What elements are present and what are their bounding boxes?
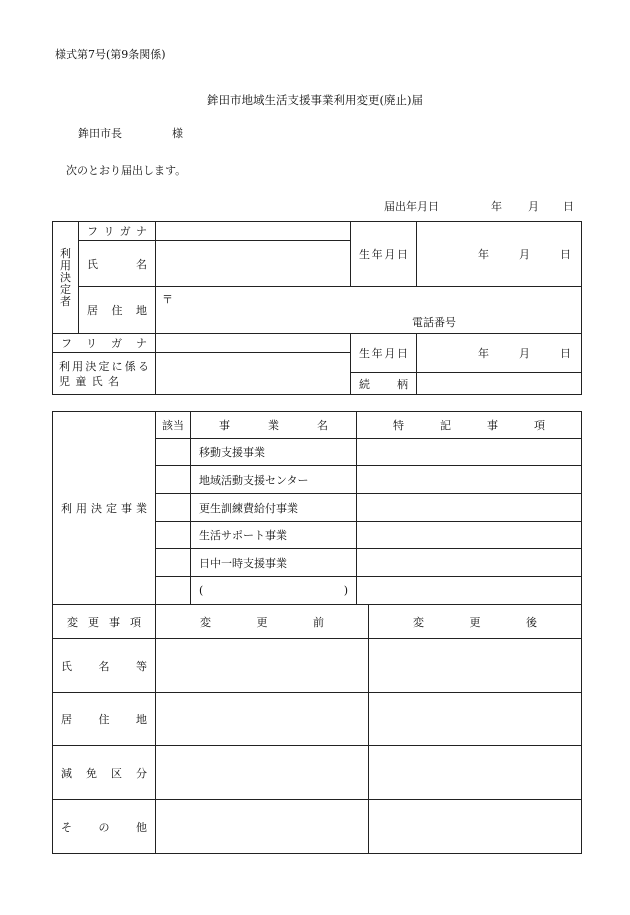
label-char: 定 (98, 359, 110, 373)
change-after-input[interactable] (369, 746, 582, 800)
child-name-label (53, 353, 156, 395)
label-char: 地 (136, 304, 147, 317)
service-notes[interactable] (357, 522, 582, 549)
label-char: 業 (136, 502, 147, 515)
label-char: ナ (136, 337, 147, 350)
applicant-birth-label (351, 222, 417, 287)
relation-input[interactable] (417, 373, 582, 395)
label-char: 居 (61, 713, 72, 726)
applicant-section-label (53, 222, 79, 334)
label-char: ガ (111, 337, 122, 350)
label-char: 地 (136, 713, 147, 726)
label-char: 住 (98, 713, 110, 726)
applicant-birth-year: 年 (478, 248, 489, 261)
service-item: 移動支援事業 (191, 439, 357, 466)
label-char: 業 (268, 419, 279, 432)
applicant-furigana-label (79, 222, 156, 241)
label-char: フ (61, 337, 72, 350)
child-birth-year: 年 (478, 347, 489, 360)
label-char: 項 (534, 419, 545, 432)
intro-text: 次のとおり届出します。 (66, 164, 187, 177)
submit-date-day: 日 (563, 200, 574, 213)
paren-open: ( (199, 584, 204, 597)
label-char: 利 (60, 246, 71, 260)
change-row-label (53, 800, 156, 854)
notes-header (357, 412, 582, 439)
label-char: 前 (313, 615, 324, 629)
label-char: 名 (107, 374, 119, 388)
honorific: 様 (172, 127, 183, 140)
label-char: に (111, 359, 123, 373)
label-char: 事 (121, 502, 132, 515)
service-notes[interactable] (357, 577, 582, 605)
label-char: そ (61, 820, 72, 834)
addressee: 鉾田市長 (78, 127, 122, 140)
applicant-table (52, 221, 582, 395)
label-char: 者 (60, 294, 71, 308)
applicable-header: 該当 (156, 412, 191, 439)
service-notes[interactable] (357, 549, 582, 577)
document-title: 鉾田市地域生活支援事業利用変更(廃止)届 (207, 93, 423, 107)
label-char: 事 (219, 419, 230, 432)
label-char: 後 (526, 615, 537, 629)
label-char: 名 (98, 659, 110, 673)
change-after-input[interactable] (369, 800, 582, 854)
label-char: 項 (130, 615, 141, 629)
change-after-input[interactable] (369, 639, 582, 693)
child-furigana-label (53, 334, 156, 353)
paren-close: ) (343, 584, 348, 597)
applicable-check[interactable] (156, 549, 191, 577)
label-char: リ (86, 337, 97, 350)
label-char: 用 (60, 258, 71, 272)
label-char: 分 (136, 766, 147, 780)
label-char: 年 (371, 347, 383, 360)
label-char: 利 (61, 502, 72, 515)
applicant-birth-day: 日 (560, 248, 571, 261)
label-char: 用 (76, 502, 87, 515)
label-char: リ (103, 225, 115, 238)
before-header (156, 605, 369, 639)
label-char: 定 (106, 502, 117, 515)
label-char: 利 (59, 359, 70, 373)
label-char: 決 (60, 270, 71, 284)
applicable-check[interactable] (156, 577, 191, 605)
label-char: 月 (384, 347, 396, 360)
form-number: 様式第7号(第9条関係) (55, 48, 166, 61)
label-char: 生 (359, 347, 370, 360)
applicant-address-input[interactable] (156, 287, 582, 334)
label-char: 他 (136, 820, 147, 834)
label-char: の (98, 820, 110, 834)
label-char: 更 (88, 615, 99, 629)
service-notes[interactable] (357, 466, 582, 494)
change-item-header (53, 605, 156, 639)
service-item: 日中一時支援事業 (191, 549, 357, 577)
label-char: 決 (91, 502, 102, 515)
label-char: 事 (487, 419, 498, 432)
label-char: 氏 (87, 257, 98, 271)
label-char: 生 (359, 248, 370, 261)
phone-label: 電話番号 (412, 316, 456, 329)
submit-date-label: 届出年月日 (384, 200, 439, 213)
relation-label (351, 373, 417, 395)
label-char: 決 (85, 359, 97, 373)
services-section-label (53, 412, 156, 605)
services-table (52, 411, 582, 605)
applicable-check[interactable] (156, 494, 191, 522)
label-char: 月 (384, 248, 396, 261)
label-char: 続 (359, 377, 370, 391)
label-char: 変 (67, 615, 78, 629)
label-char: 係 (124, 359, 136, 373)
child-birth-label (351, 334, 417, 373)
label-char: 年 (371, 248, 383, 261)
label-char: 童 (75, 374, 87, 388)
label-char: 定 (60, 282, 71, 296)
submit-date-month: 月 (528, 200, 539, 213)
child-furigana-input[interactable] (156, 334, 351, 353)
label-char: フ (87, 225, 98, 238)
applicant-address-label (79, 287, 156, 334)
label-char: 名 (136, 257, 147, 271)
label-char: る (137, 359, 149, 373)
label-char: 記 (440, 419, 451, 432)
label-char: 更 (256, 615, 268, 629)
change-after-input[interactable] (369, 693, 582, 746)
applicant-name-label (79, 241, 156, 287)
applicable-check[interactable] (156, 439, 191, 466)
label-char: 住 (111, 304, 123, 317)
label-char: ガ (119, 225, 131, 238)
change-before-input[interactable] (156, 800, 369, 854)
label-char: 事 (109, 615, 120, 629)
label-char: 氏 (61, 659, 72, 673)
applicable-check[interactable] (156, 466, 191, 494)
service-item: 更生訓練費給付事業 (191, 494, 357, 522)
label-char: 特 (393, 419, 404, 432)
change-before-input[interactable] (156, 746, 369, 800)
applicant-birth-input[interactable] (417, 222, 582, 287)
service-name-header (191, 412, 357, 439)
service-item: 地域活動支援センター (191, 466, 357, 494)
submit-date-year: 年 (491, 200, 502, 213)
change-before-input[interactable] (156, 639, 369, 693)
change-before-input[interactable] (156, 693, 369, 746)
changes-table (52, 604, 582, 854)
applicable-check[interactable] (156, 522, 191, 549)
child-birth-input[interactable] (417, 334, 582, 373)
label-char: 更 (469, 615, 481, 629)
label-char: 変 (200, 615, 211, 629)
postal-mark: 〒 (162, 293, 173, 306)
service-item-other[interactable] (191, 577, 357, 605)
label-char: 居 (87, 304, 98, 317)
service-notes[interactable] (357, 439, 582, 466)
label-char: 等 (136, 659, 147, 673)
child-name-input[interactable] (156, 353, 351, 395)
service-item: 生活サポート事業 (191, 522, 357, 549)
change-row-label (53, 693, 156, 746)
applicant-birth-month: 月 (519, 248, 530, 261)
label-char: 変 (413, 615, 424, 629)
label-char: ナ (135, 225, 147, 238)
label-char: 日 (396, 347, 408, 360)
child-birth-month: 月 (519, 347, 530, 360)
service-notes[interactable] (357, 494, 582, 522)
label-char: 日 (396, 248, 408, 261)
after-header (369, 605, 582, 639)
label-char: 氏 (91, 374, 103, 388)
label-char: 名 (317, 419, 328, 432)
change-row-label (53, 746, 156, 800)
label-char: 免 (86, 766, 97, 780)
change-row-label (53, 639, 156, 693)
label-char: 減 (61, 766, 72, 780)
label-char: 区 (111, 766, 122, 780)
child-birth-day: 日 (560, 347, 571, 360)
label-char: 用 (72, 359, 84, 373)
label-char: 柄 (397, 377, 408, 391)
label-char: 児 (59, 374, 70, 388)
applicant-name-input[interactable] (156, 241, 351, 287)
applicant-furigana-input[interactable] (156, 222, 351, 241)
